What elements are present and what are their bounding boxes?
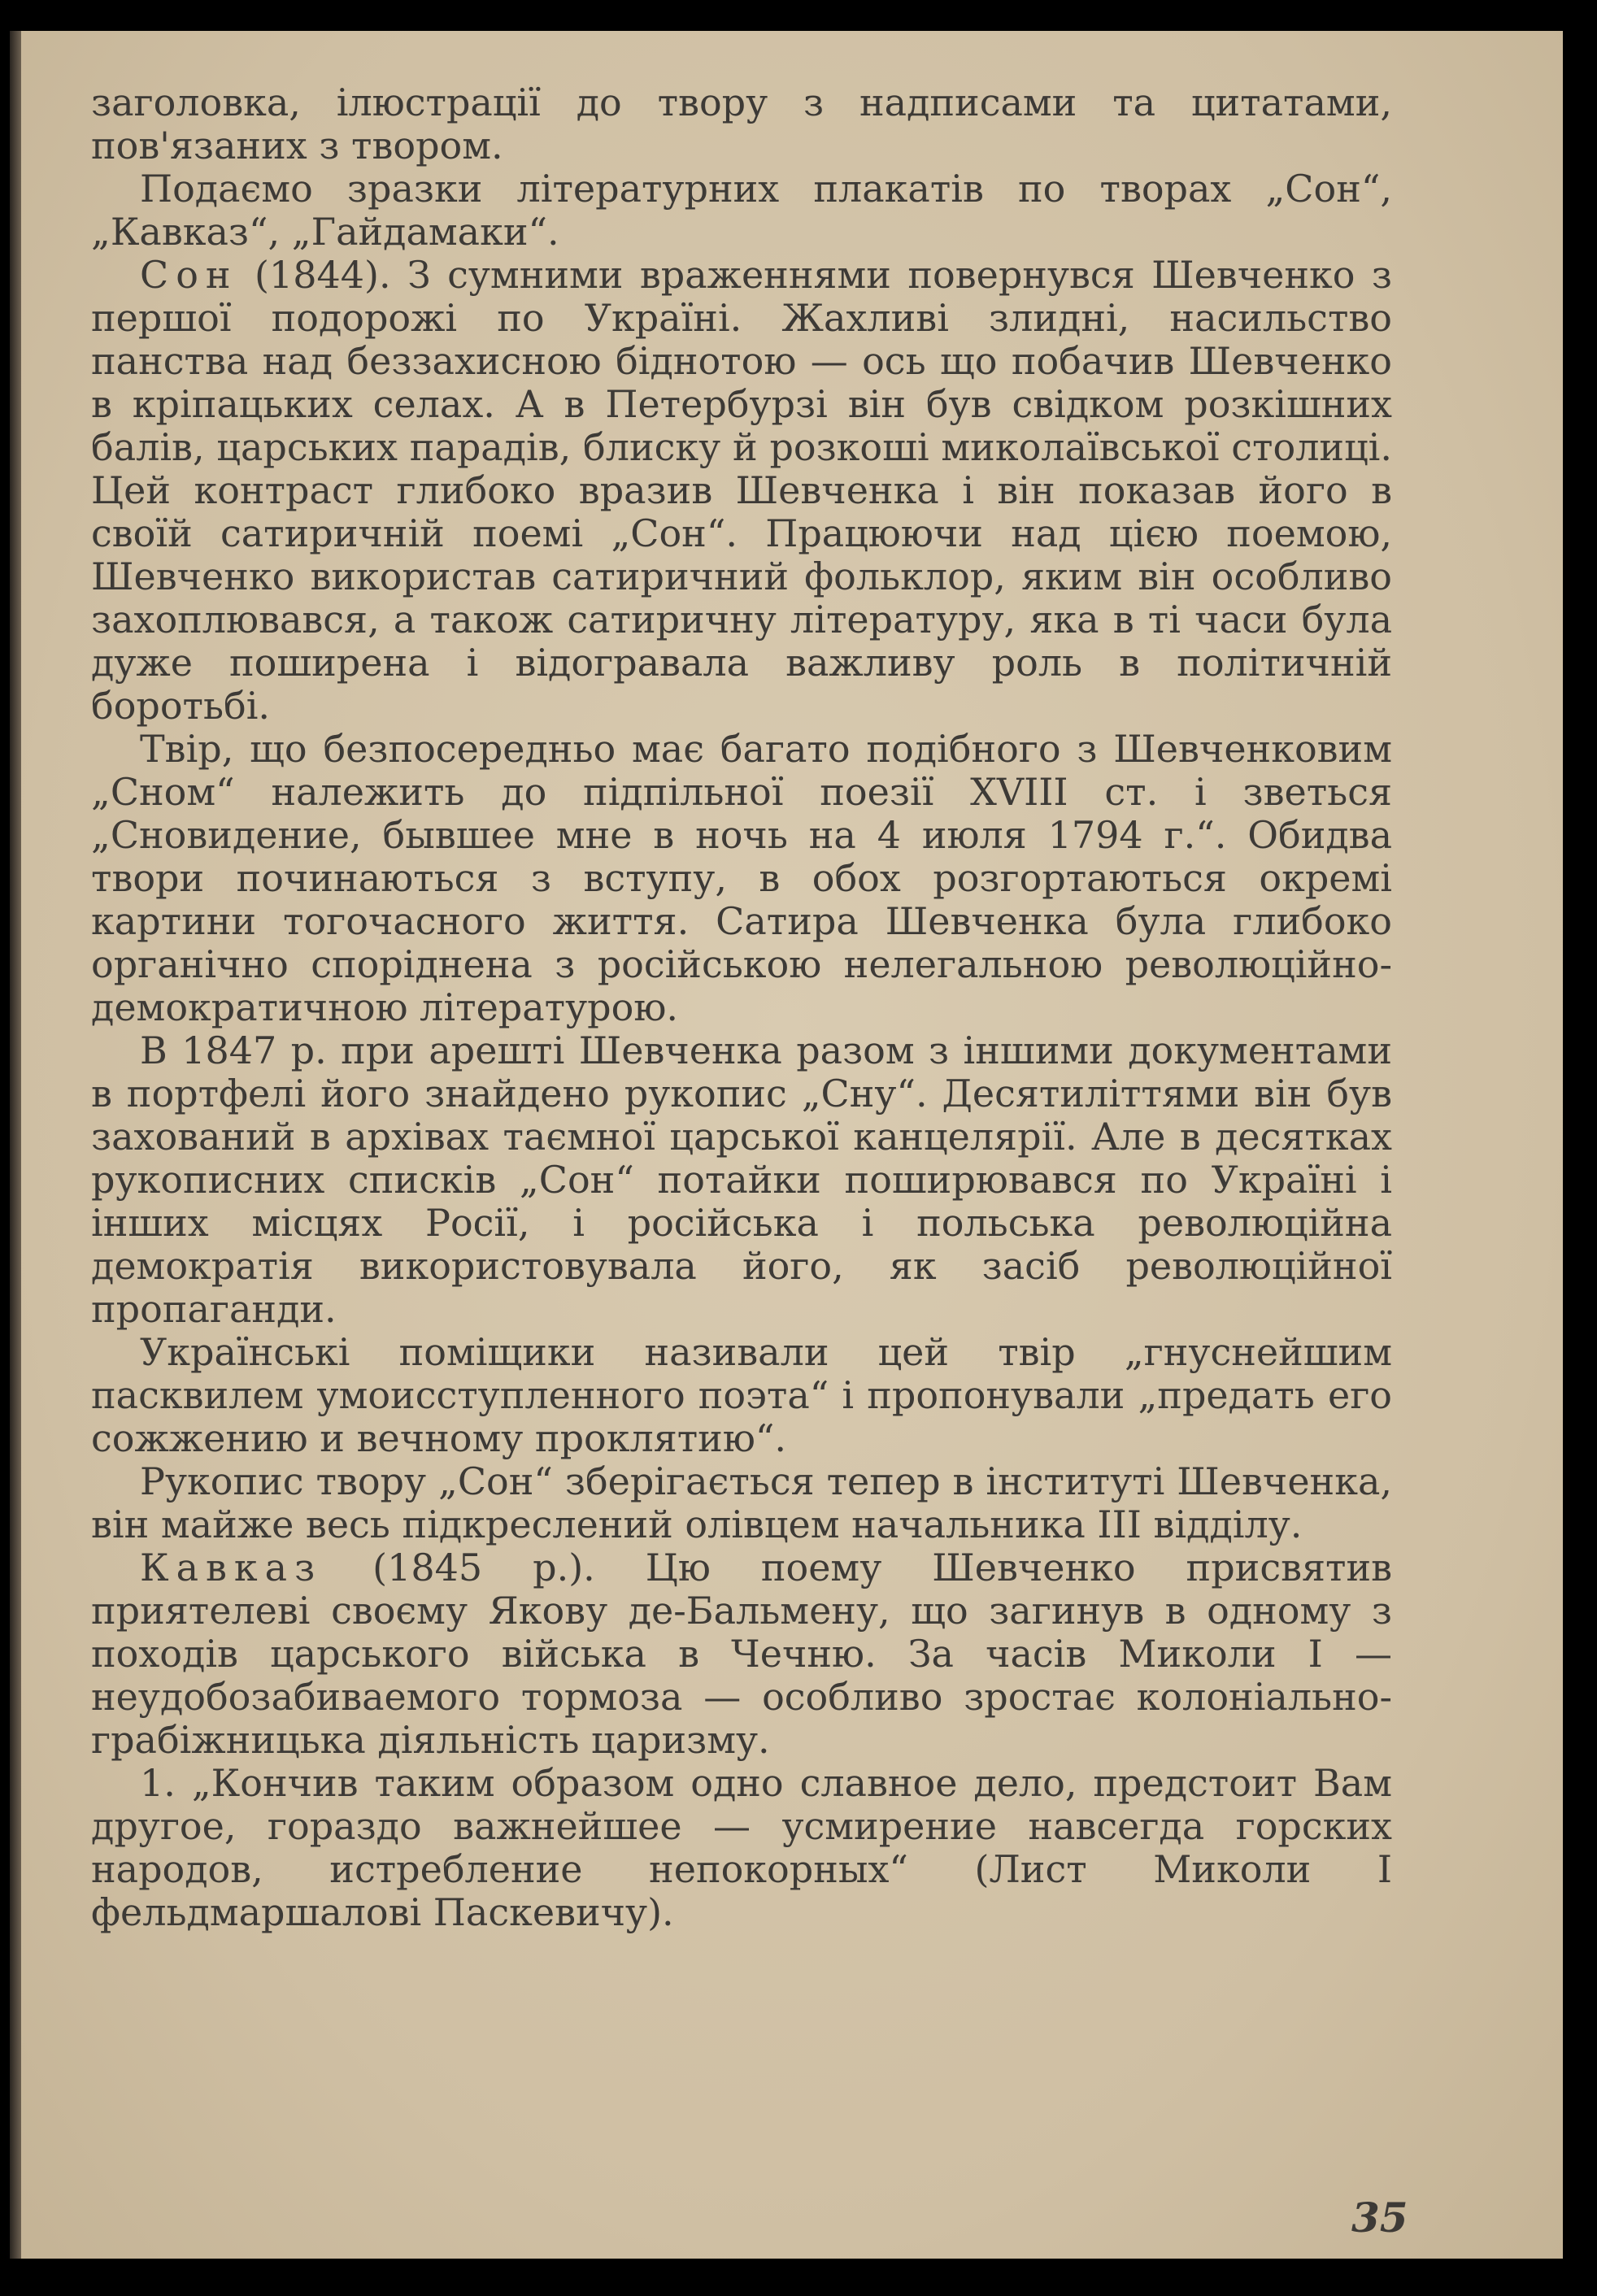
page-number: 35 — [1351, 2194, 1408, 2242]
paragraph-text: Українські поміщики називали цей твір „гнуснейшим пасквилем умоисступленного поэта“ і пропонували „предать его сожжению и вечному проклятию“. — [91, 1330, 1392, 1460]
paragraph-text: заголовка, ілюстрації до твору з надписами та цитатами, пов'язаних з твором. — [91, 80, 1392, 167]
section-heading-kavkaz: Кавказ — [140, 1546, 323, 1589]
paragraph-text: (1845 р.). Цю поему Шевченко присвятив приятелеві своєму Якову де-Бальмену, що загинув в одному з походів царського війська в Чечню. За часів Миколи I — неудобозабиваемого тормоза — особливо зростає колоніально-грабіжницька діяльність царизму. — [91, 1546, 1392, 1762]
paragraph — [91, 1029, 1392, 1331]
paragraph — [91, 728, 1392, 1029]
paragraph-text: (1844). З сумними враженнями повернувся Шевченко з першої подорожі по Україні. Жахливі злидні, насильство панства над беззахисною біднотою — ось що побачив Шевченко в кріпацьких селах. А в Петербурзі він був свідком розкішних балів, царських парадів, блиску й розкоші миколаївської столиці. Цей контраст глибоко вразив Шевченка і він показав його в своїй сатиричній поемі „Сон“. Працюючи над цією поемою, Шевченко використав сатиричний фольклор, яким він особливо захоплювався, а також сатиричну літературу, яка в ті часи була дуже поширена і відогравала важливу роль в політичній боротьбі. — [91, 253, 1392, 728]
footnote — [91, 1762, 1392, 1934]
section-heading-son: Сон — [140, 253, 238, 297]
paragraph — [91, 1460, 1392, 1546]
paragraph — [91, 254, 1392, 728]
paragraph-text: В 1847 р. при арешті Шевченка разом з іншими документами в портфелі його знайдено рукопис „Сну“. Десятиліттями він був захований в архівах таємної царської канцелярії. Але в десятках рукописних списків „Сон“ потайки поширювався по Україні і інших місцях Росії, і російська і польська революційна демократія використовувала його, як засіб революційної пропаганди. — [91, 1028, 1392, 1331]
paragraph-text: Рукопис твору „Сон“ зберігається тепер в інституті Шевченка, він майже весь підкреслений олівцем начальника III відділу. — [91, 1459, 1392, 1546]
book-page — [10, 31, 1563, 2259]
paragraph-text: Подаємо зразки літературних плакатів по творах „Сон“, „Кавказ“, „Гайдамаки“. — [91, 167, 1392, 254]
paragraph — [91, 1546, 1392, 1762]
paragraph-text: Твір, що безпосередньо має багато подібного з Шевченковим „Сном“ належить до підпільної поезії XVIII ст. і зветься „Сновидение, бывшее мне в ночь на 4 июля 1794 г.“. Обидва твори починаються з вступу, в обох розгортаються окремі картини тогочасного життя. Сатира Шевченка була глибоко органічно споріднена з російською нелегальною революційно-демократичною літературою. — [91, 727, 1392, 1029]
paragraph — [91, 167, 1392, 254]
footnote-text: 1. „Кончив таким образом одно славное дело, предстоит Вам другое, гораздо важнейшее — усмирение навсегда горских народов, истребление непокорных“ (Лист Миколи I фельдмаршалові Паскевичу). — [91, 1761, 1392, 1934]
paragraph — [91, 1331, 1392, 1460]
book-spine — [10, 31, 21, 2259]
paragraph — [91, 81, 1392, 167]
body-text — [91, 81, 1392, 1934]
